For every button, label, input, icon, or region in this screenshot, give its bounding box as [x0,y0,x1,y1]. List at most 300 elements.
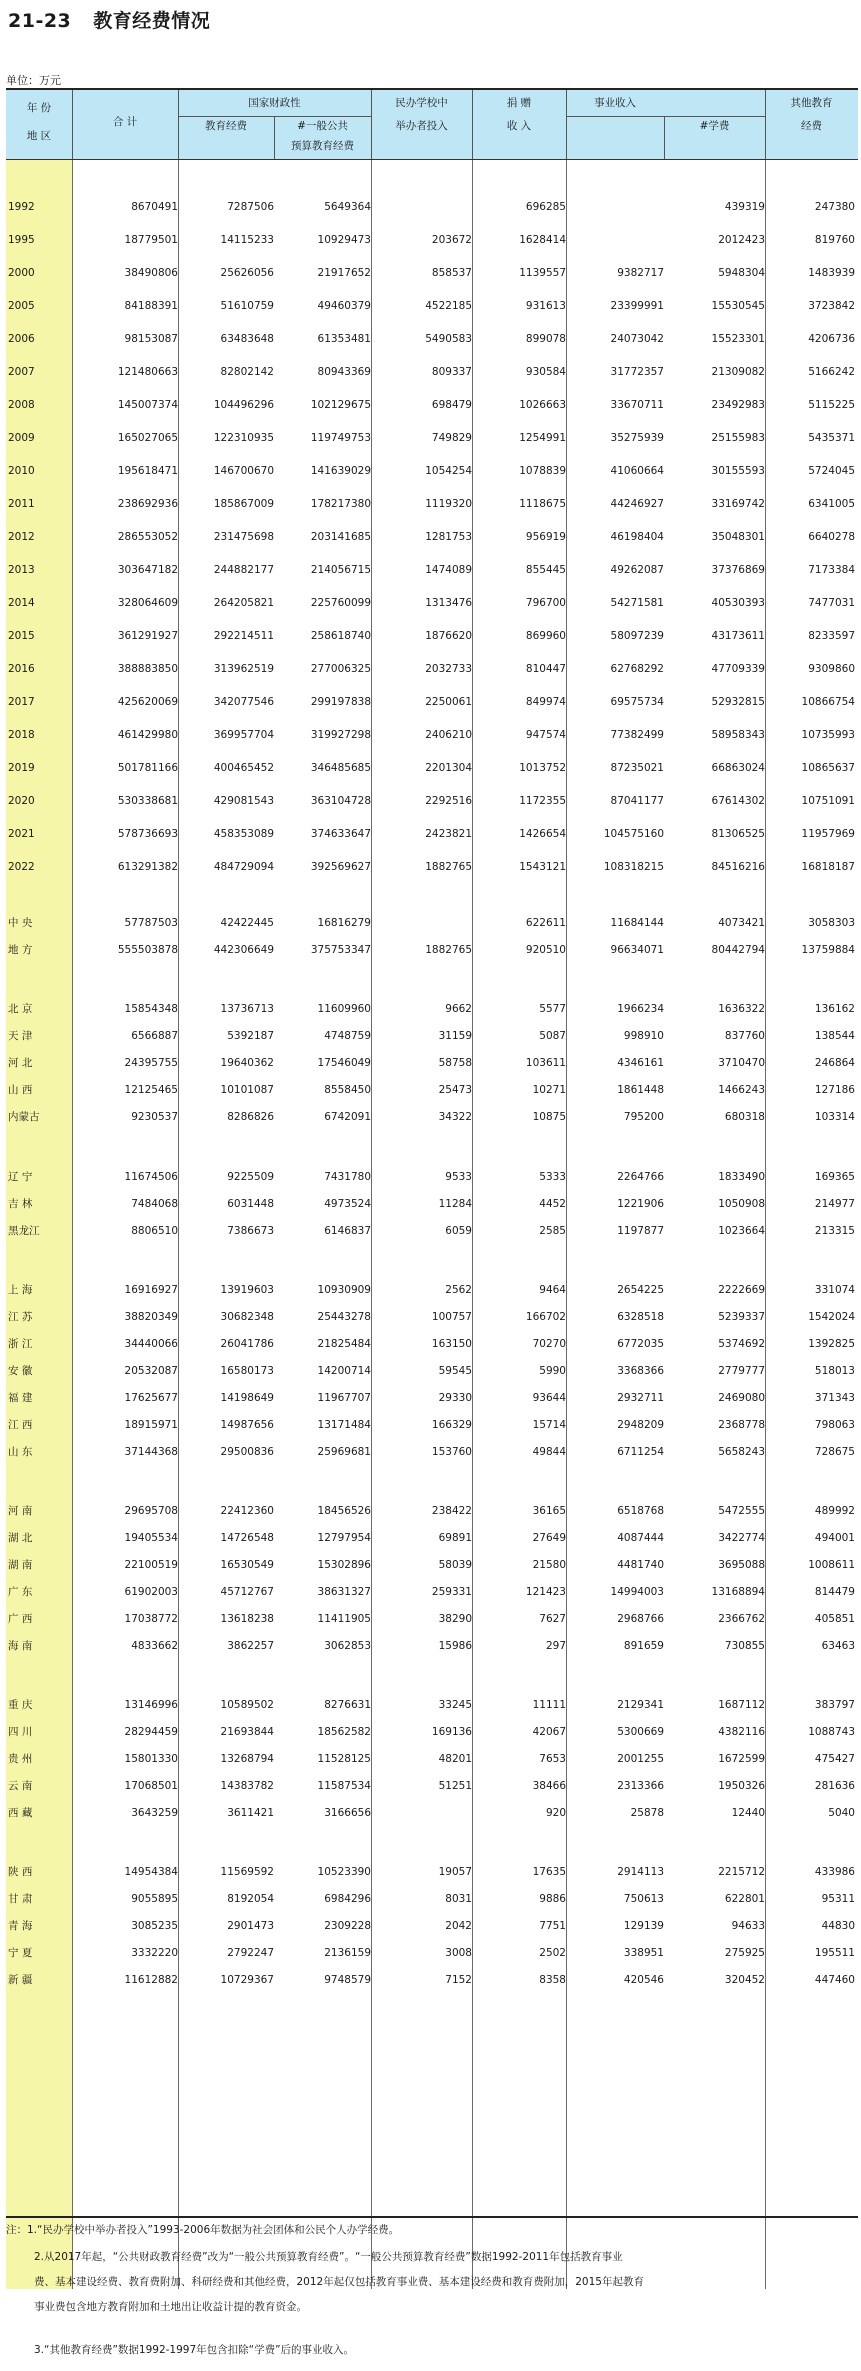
table-cell: 14200714 [317,1365,371,1377]
table-cell: 375753347 [310,944,371,956]
table-cell: 6984296 [324,1893,371,1905]
table-cell: 1008611 [808,1559,855,1571]
table-cell: 16580173 [220,1365,274,1377]
table-cell: 2136159 [324,1947,371,1959]
table-cell: 11284 [438,1198,472,1210]
table-cell: 501781166 [117,762,178,774]
table-row [6,1168,858,1186]
table-cell: 47709339 [711,663,765,675]
table-cell: 246864 [814,1057,855,1069]
table-cell: 4522185 [425,300,472,312]
table-cell: 2948209 [617,1419,664,1431]
table-cell: 10930909 [317,1284,371,1296]
table-cell: 29330 [438,1392,472,1404]
table-cell: 12797954 [317,1532,371,1544]
table-cell: 2264766 [617,1171,664,1183]
table-cell: 16916927 [124,1284,178,1296]
table-cell: 9533 [445,1171,472,1183]
table-cell: 17068501 [124,1780,178,1792]
table-cell: 10589502 [220,1699,274,1711]
row-label: 浙 江 [8,1338,33,1350]
table-row [6,1027,858,1045]
table-cell: 1687112 [718,1699,765,1711]
table-cell: 6328518 [617,1311,664,1323]
table-cell: 931613 [525,300,566,312]
header-gov-bottom: 教育经费 [205,120,247,132]
table-cell: 730855 [724,1640,765,1652]
table-cell: 30155593 [711,465,765,477]
table-cell: 11967707 [317,1392,371,1404]
table-cell: 14726548 [220,1532,274,1544]
table-cell: 447460 [814,1974,855,1986]
table-cell: 2585 [539,1225,566,1237]
table-cell: 231475698 [213,531,274,543]
table-cell: 814479 [814,1586,855,1598]
table-cell: 23399991 [610,300,664,312]
table-cell: 494001 [814,1532,855,1544]
table-cell: 1013752 [519,762,566,774]
table-cell: 141639029 [310,465,371,477]
table-cell: 2309228 [324,1920,371,1932]
table-cell: 25443278 [317,1311,371,1323]
table-cell: 7431780 [324,1171,371,1183]
table-cell: 13171484 [317,1419,371,1431]
table-cell: 21825484 [317,1338,371,1350]
table-cell: 383797 [814,1699,855,1711]
table-cell: 6772035 [617,1338,664,1350]
table-cell: 8670491 [131,201,178,213]
table-cell: 31159 [438,1030,472,1042]
row-label: 山 西 [8,1084,33,1096]
table-cell: 21917652 [317,267,371,279]
table-cell: 1882765 [425,944,472,956]
table-cell: 281636 [814,1780,855,1792]
table-row [6,297,858,315]
table-cell: 14954384 [124,1866,178,1878]
table-cell: 122310935 [213,432,274,444]
table-cell: 25155983 [711,432,765,444]
table-cell: 15523301 [711,333,765,345]
table-row [6,627,858,645]
table-cell: 920510 [525,944,566,956]
table-cell: 214977 [814,1198,855,1210]
table-row [6,1804,858,1822]
table-cell: 87235021 [610,762,664,774]
note-2: 2.从2017年起，“公共财政教育经费”改为“一般公共预算教育经费”。“一般公共预算教育经费”数据1992-2011年包括教育事业 [34,2251,623,2263]
table-cell: 2042 [445,1920,472,1932]
table-cell: 439319 [724,201,765,213]
table-row [6,1335,858,1353]
table-row [6,726,858,744]
table-cell: 264205821 [213,597,274,609]
table-cell: 80442794 [711,944,765,956]
table-cell: 13146996 [124,1699,178,1711]
table-cell: 475427 [814,1753,855,1765]
table-cell: 6742091 [324,1111,371,1123]
row-label: 2016 [8,663,35,675]
table-cell: 19057 [438,1866,472,1878]
table-row [6,1054,858,1072]
table-cell: 338951 [623,1947,664,1959]
table-cell: 956919 [525,531,566,543]
table-cell: 163150 [431,1338,472,1350]
table-row [6,1081,858,1099]
table-cell: 18915971 [124,1419,178,1431]
table-cell: 5490583 [425,333,472,345]
row-label: 天 津 [8,1030,33,1042]
row-label: 山 东 [8,1446,33,1458]
table-cell: 4748759 [324,1030,371,1042]
table-cell: 15854348 [124,1003,178,1015]
table-cell: 297 [545,1640,566,1652]
table-cell: 16818187 [801,861,855,873]
table-number: 21-23 [8,10,72,32]
table-cell: 81306525 [711,828,765,840]
row-label: 湖 南 [8,1559,33,1571]
table-cell: 5472555 [718,1505,765,1517]
table-cell: 1139557 [519,267,566,279]
table-cell: 33245 [438,1699,472,1711]
table-cell: 34440066 [124,1338,178,1350]
table-cell: 810447 [525,663,566,675]
table-cell: 303647182 [117,564,178,576]
row-label: 江 苏 [8,1311,33,1323]
table-cell: 8276631 [324,1699,371,1711]
table-cell: 25878 [630,1807,664,1819]
table-cell: 1119320 [425,498,472,510]
table-cell: 7751 [539,1920,566,1932]
table-cell: 400465452 [213,762,274,774]
table-cell: 947574 [525,729,566,741]
table-cell: 15530545 [711,300,765,312]
table-cell: 1254991 [519,432,566,444]
table-row [6,1777,858,1795]
table-row [6,462,858,480]
table-cell: 6566887 [131,1030,178,1042]
table-cell: 33670711 [610,399,664,411]
page-title [8,6,210,33]
table-cell: 2654225 [617,1284,664,1296]
table-row [6,198,858,216]
table-cell: 195511 [814,1947,855,1959]
table-cell: 2313366 [617,1780,664,1792]
row-label: 中 央 [8,917,33,929]
table-cell: 22412360 [220,1505,274,1517]
table-cell: 15986 [438,1640,472,1652]
table-cell: 42422445 [220,917,274,929]
table-cell: 6031448 [227,1198,274,1210]
table-cell: 38290 [438,1613,472,1625]
table-cell: 13736713 [220,1003,274,1015]
row-label: 2009 [8,432,35,444]
table-cell: 8233597 [808,630,855,642]
table-cell: 2129341 [617,1699,664,1711]
table-cell: 299197838 [310,696,371,708]
table-cell: 25473 [438,1084,472,1096]
table-cell: 31772357 [610,366,664,378]
table-row [6,1971,858,1989]
table-cell: 84188391 [124,300,178,312]
table-cell: 22100519 [124,1559,178,1571]
table-cell: 3085235 [131,1920,178,1932]
table-cell: 6518768 [617,1505,664,1517]
table-cell: 425620069 [117,696,178,708]
table-cell: 10729367 [220,1974,274,1986]
table-cell: 10875 [532,1111,566,1123]
table-cell: 58958343 [711,729,765,741]
table-row [6,561,858,579]
table-cell: 38466 [532,1780,566,1792]
table-cell: 19405534 [124,1532,178,1544]
table-row [6,1281,858,1299]
table-cell: 28294459 [124,1726,178,1738]
table-cell: 41060664 [610,465,664,477]
table-cell: 9382717 [617,267,664,279]
table-cell: 95311 [821,1893,855,1905]
table-cell: 5948304 [718,267,765,279]
table-cell: 578736693 [117,828,178,840]
table-row [6,1917,858,1935]
table-cell: 21580 [532,1559,566,1571]
table-cell: 442306649 [213,944,274,956]
table-cell: 5649364 [324,201,371,213]
table-cell: 489992 [814,1505,855,1517]
table-cell: 749829 [431,432,472,444]
table-cell: 259331 [431,1586,472,1598]
table-cell: 3332220 [131,1947,178,1959]
table-cell: 11612882 [124,1974,178,1986]
unit-label: 单位：万元 [6,74,61,87]
table-cell: 849974 [525,696,566,708]
table-cell: 104575160 [603,828,664,840]
table-row [6,1723,858,1741]
table-cell: 837760 [724,1030,765,1042]
table-cell: 129139 [623,1920,664,1932]
table-cell: 1466243 [718,1084,765,1096]
table-cell: 2932711 [617,1392,664,1404]
table-cell: 11569592 [220,1866,274,1878]
row-label: 2008 [8,399,35,411]
table-row [6,1944,858,1962]
table-cell: 1950326 [718,1780,765,1792]
table-cell: 3723842 [808,300,855,312]
table-cell: 6059 [445,1225,472,1237]
table-cell: 328064609 [117,597,178,609]
row-label: 河 北 [8,1057,33,1069]
table-cell: 331074 [814,1284,855,1296]
table-cell: 3166656 [324,1807,371,1819]
table-cell: 2012423 [718,234,765,246]
table-row [6,1696,858,1714]
table-row [6,528,858,546]
table-cell: 1054254 [425,465,472,477]
table-cell: 388883850 [117,663,178,675]
table-cell: 555503878 [117,944,178,956]
table-cell: 87041177 [610,795,664,807]
education-funding-table [6,90,858,1986]
table-cell: 1281753 [425,531,472,543]
table-cell: 10751091 [801,795,855,807]
table-cell: 57787503 [124,917,178,929]
table-cell: 4481740 [617,1559,664,1571]
table-cell: 277006325 [310,663,371,675]
header-private-top: 民办学校中 [395,97,448,109]
table-cell: 1861448 [617,1084,664,1096]
row-label: 2014 [8,597,35,609]
table-cell: 1833490 [718,1171,765,1183]
table-cell: 19640362 [220,1057,274,1069]
table-cell: 10101087 [220,1084,274,1096]
row-label: 四 川 [8,1726,33,1738]
table-cell: 855445 [525,564,566,576]
table-cell: 18779501 [124,234,178,246]
table-cell: 9225509 [227,1171,274,1183]
table-cell: 2215712 [718,1866,765,1878]
table-cell: 420546 [623,1974,664,1986]
table-cell: 17635 [532,1866,566,1878]
table-cell: 165027065 [117,432,178,444]
table-cell: 63463 [821,1640,855,1652]
table-cell: 93644 [532,1392,566,1404]
row-label: 海 南 [8,1640,33,1652]
table-cell: 5115225 [808,399,855,411]
table-cell: 4833662 [131,1640,178,1652]
table-cell: 6640278 [808,531,855,543]
table-cell: 275925 [724,1947,765,1959]
table-cell: 1474089 [425,564,472,576]
table-row [6,429,858,447]
table-cell: 363104728 [310,795,371,807]
table-cell: 8558450 [324,1084,371,1096]
table-cell: 2792247 [227,1947,274,1959]
table-cell: 49262087 [610,564,664,576]
table-cell: 819760 [814,234,855,246]
table-cell: 1543121 [519,861,566,873]
row-label: 1995 [8,234,35,246]
table-cell: 2914113 [617,1866,664,1878]
table-cell: 69575734 [610,696,664,708]
table-cell: 1426654 [519,828,566,840]
table-cell: 680318 [724,1111,765,1123]
table-cell: 98153087 [124,333,178,345]
table-cell: 44830 [821,1920,855,1932]
table-cell: 371343 [814,1392,855,1404]
table-cell: 374633647 [310,828,371,840]
table-cell: 24395755 [124,1057,178,1069]
row-label: 2011 [8,498,35,510]
table-cell: 7484068 [131,1198,178,1210]
table-cell: 6341005 [808,498,855,510]
row-label: 黑龙江 [8,1225,40,1237]
table-cell: 185867009 [213,498,274,510]
table-row [6,1389,858,1407]
table-cell: 195618471 [117,465,178,477]
table-cell: 136162 [814,1003,855,1015]
table-cell: 622801 [724,1893,765,1905]
table-cell: 54271581 [610,597,664,609]
table-cell: 1050908 [718,1198,765,1210]
table-cell: 4087444 [617,1532,664,1544]
table-cell: 14987656 [220,1419,274,1431]
table-cell: 11528125 [317,1753,371,1765]
table-cell: 3422774 [718,1532,765,1544]
table-cell: 3368366 [617,1365,664,1377]
table-row [6,792,858,810]
table-cell: 899078 [525,333,566,345]
table-cell: 20532087 [124,1365,178,1377]
table-cell: 58097239 [610,630,664,642]
table-cell: 203672 [431,234,472,246]
table-cell: 4346161 [617,1057,664,1069]
table-cell: 25969681 [317,1446,371,1458]
table-row [6,693,858,711]
table-cell: 4452 [539,1198,566,1210]
table-cell: 30682348 [220,1311,274,1323]
table-cell: 10929473 [317,234,371,246]
header-general-top: #一般公共 [297,120,348,132]
table-cell: 2562 [445,1284,472,1296]
table-cell: 8358 [539,1974,566,1986]
row-label: 宁 夏 [8,1947,33,1959]
header-private-bottom: 举办者投入 [395,120,448,132]
table-header [6,90,858,160]
note-2-cont-b: 事业费包含地方教育附加和土地出让收益计提的教育资金。 [34,2301,307,2313]
table-cell: 8031 [445,1893,472,1905]
table-row [6,1195,858,1213]
table-cell: 13919603 [220,1284,274,1296]
table-cell: 1078839 [519,465,566,477]
table-cell: 5333 [539,1171,566,1183]
table-cell: 104496296 [213,399,274,411]
table-cell: 2406210 [425,729,472,741]
table-cell: 9662 [445,1003,472,1015]
table-cell: 17546049 [317,1057,371,1069]
table-cell: 6146837 [324,1225,371,1237]
table-cell: 458353089 [213,828,274,840]
header-other-top: 其他教育 [790,97,833,109]
header-year: 年 份 [26,102,52,114]
table-cell: 146700670 [213,465,274,477]
table-cell: 809337 [431,366,472,378]
table-row [6,1443,858,1461]
table-cell: 696285 [525,201,566,213]
table-cell: 313962519 [213,663,274,675]
table-cell: 5658243 [718,1446,765,1458]
table-cell: 5239337 [718,1311,765,1323]
table-cell: 244882177 [213,564,274,576]
table-cell: 11684144 [610,917,664,929]
table-row [6,1610,858,1628]
table-row [6,941,858,959]
table-cell: 203141685 [310,531,371,543]
table-cell: 166329 [431,1419,472,1431]
table-cell: 1088743 [808,1726,855,1738]
table-cell: 62768292 [610,663,664,675]
table-cell: 7386673 [227,1225,274,1237]
table-cell: 121423 [525,1586,566,1598]
table-cell: 3643259 [131,1807,178,1819]
table-cell: 11411905 [317,1613,371,1625]
table-cell: 37376869 [711,564,765,576]
table-row [6,1863,858,1881]
header-donation-top: 捐 赠 [506,97,532,109]
table-row [6,660,858,678]
table-title: 教育经费情况 [93,10,211,32]
table-cell: 11111 [532,1699,566,1711]
table-cell: 43173611 [711,630,765,642]
table-row [6,1502,858,1520]
table-cell: 858537 [431,267,472,279]
